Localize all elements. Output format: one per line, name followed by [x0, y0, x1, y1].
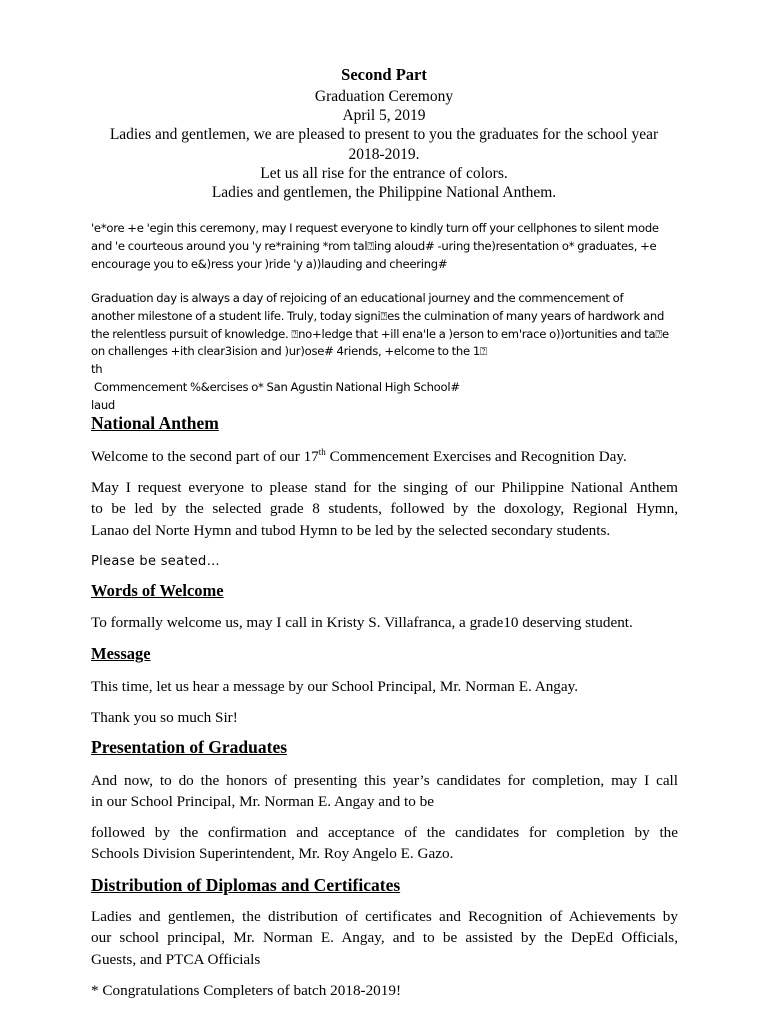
garbled-paragraph-1 — [91, 220, 691, 273]
distribution-line: Ladies and gentlemen, the distribution of certificates and Recognition of Achievements by — [91, 908, 678, 925]
congratulations-text: * Congratulations Completers of batch 2018-2019! — [91, 982, 402, 999]
ceremony-date: April 5, 2019 — [342, 107, 426, 125]
garbled-line: Graduation day is always a day of rejoicing of an educational journey and the commencement of — [91, 291, 624, 305]
words-of-welcome-heading: Words of Welcome — [91, 581, 224, 600]
message-heading: Message — [91, 644, 151, 663]
rise-line: Let us all rise for the entrance of colors. — [260, 164, 508, 182]
garbled-line: on challenges +ith clear3ision and )ur)ose# 4riends, +elcome to the 1⍰ — [91, 344, 487, 359]
garbled-line: another milestone of a student life. Truly, today signi⍰es the culmination of many years of hardwork and — [91, 308, 665, 323]
presentation-line: And now, to do the honors of presenting this year’s candidates for completion, may I call — [91, 772, 678, 789]
presentation-line: Schools Division Superintendent, Mr. Roy Angelo E. Gazo. — [91, 845, 454, 863]
header-block — [80, 63, 688, 202]
ordinal-suffix: th — [318, 447, 326, 457]
distribution-text — [91, 906, 678, 970]
request-line: to be led by the selected grade 8 students, followed by the doxology, Regional Hymn, — [91, 500, 678, 518]
garbled-line: and 'e courteous around you 'y re*raining *rom tal⍰ing aloud# -uring the)resentation o* graduates, +e — [91, 238, 657, 253]
intro-line-2: 2018-2019. — [348, 145, 420, 163]
distribution-line: Guests, and PTCA Officials — [91, 950, 261, 968]
welcome-second-part — [91, 446, 678, 467]
garbled-line: th — [91, 362, 103, 377]
please-be-seated — [91, 550, 678, 572]
welcome-text: To formally welcome us, may I call in Kristy S. Villafranca, a grade10 deserving student. — [91, 614, 633, 631]
message-text: This time, let us hear a message by our School Principal, Mr. Norman E. Angay. — [91, 678, 579, 695]
presentation-text-1 — [91, 770, 678, 813]
page-title: Second Part — [341, 65, 427, 84]
presentation-text-2 — [91, 822, 678, 865]
distribution-line: our school principal, Mr. Norman E. Angay, and to be assisted by the DepEd Officials, — [91, 929, 678, 947]
welcome-text-post: Commencement Exercises and Recognition Day. — [325, 448, 627, 465]
garbled-line: Commencement %&ercises o* San Agustin National High School# — [94, 379, 460, 394]
distribution-heading: Distribution of Diplomas and Certificates — [91, 875, 401, 895]
ceremony-subtitle: Graduation Ceremony — [314, 88, 454, 105]
garbled-line: 'e*ore +e 'egin this ceremony, may I request everyone to kindly turn off your cellphones to silent mode — [91, 221, 659, 235]
presentation-line: in our School Principal, Mr. Norman E. Angay and to be — [91, 793, 434, 811]
request-line: May I request everyone to please stand for the singing of our Philippine National Anthem — [91, 479, 678, 496]
presentation-line: followed by the confirmation and acceptance of the candidates for completion by the — [91, 824, 678, 841]
national-anthem-heading: National Anthem — [91, 413, 219, 433]
garbled-paragraph-2 — [91, 290, 691, 415]
garbled-line: encourage you to e&)ress your )ride 'y a))lauding and cheering# — [91, 256, 448, 271]
garbled-line: laud — [91, 397, 116, 412]
anthem-line: Ladies and gentlemen, the Philippine National Anthem. — [211, 184, 557, 202]
request-line: Lanao del Norte Hymn and tubod Hymn to be led by the selected secondary students. — [91, 521, 611, 539]
intro-line-1: Ladies and gentlemen, we are pleased to present to you the graduates for the school year — [109, 126, 659, 144]
presentation-heading: Presentation of Graduates — [91, 737, 288, 757]
anthem-request — [91, 477, 678, 541]
garbled-line: the relentless pursuit of knowledge. ⍰no+ledge that +ill ena'le a )erson to em'race o))ortunities and ta⍰e — [91, 326, 669, 341]
thanks-text: Thank you so much Sir! — [91, 709, 238, 726]
welcome-text-pre: Welcome to the second part of our 17 — [91, 448, 319, 465]
seated-text: Please be seated… — [91, 554, 220, 569]
